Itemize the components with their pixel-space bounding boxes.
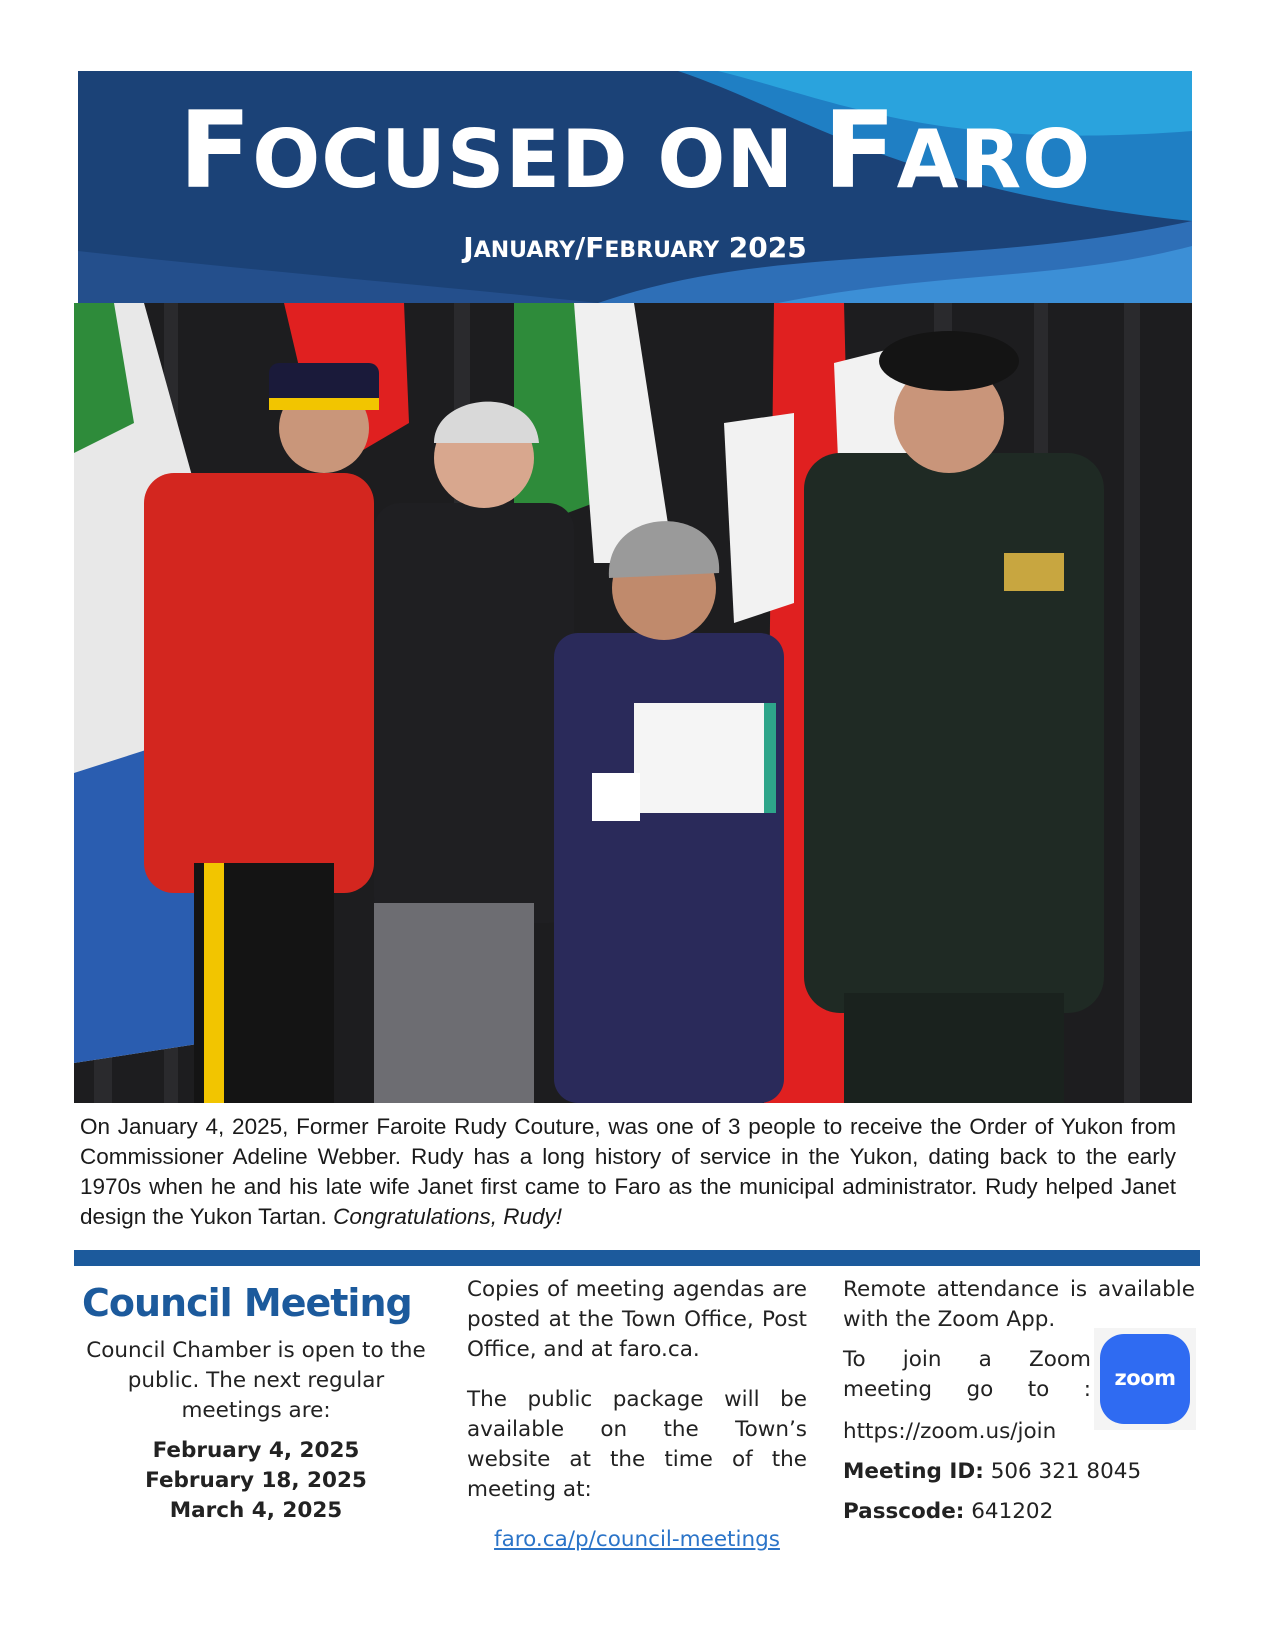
passcode — [843, 1497, 1195, 1527]
newsletter-issue-date: JANUARY/FEBRUARY 2025 — [463, 231, 807, 264]
meeting-date: February 18, 2025 — [145, 1468, 367, 1493]
meeting-id — [843, 1457, 1195, 1487]
zoom-join-text: To join a Zoom meeting go to : — [843, 1347, 1091, 1402]
redaction-box — [592, 773, 640, 821]
ceremony-scene — [74, 303, 1192, 1103]
award-ceremony-photo — [74, 303, 1192, 1103]
council-meeting-intro: Council Chamber is open to the public. The next regular meetings are: — [86, 1338, 426, 1423]
remote-attendance-text: Remote attendance is available with the Zoom App. — [843, 1277, 1195, 1332]
passcode-value: 641202 — [971, 1499, 1054, 1524]
agendas-section — [467, 1275, 807, 1555]
council-meetings-link[interactable]: faro.ca/p/council-meetings — [494, 1527, 780, 1552]
council-meeting-heading: Council Meeting — [82, 1281, 412, 1325]
newsletter-title: FOCUSED ON FARO — [178, 89, 1092, 212]
zoom-url[interactable]: https://zoom.us/join — [843, 1419, 1057, 1444]
agenda-copies-text: Copies of meeting agendas are posted at the Town Office, Post Office, and at faro.ca. — [467, 1277, 807, 1362]
meeting-date: February 4, 2025 — [152, 1438, 360, 1463]
meeting-id-value: 506 321 8045 — [990, 1459, 1142, 1484]
meeting-date: March 4, 2025 — [169, 1498, 343, 1523]
zoom-logo-icon — [1094, 1328, 1196, 1430]
public-package-text: The public package will be available on the Town’s website at the time of the meeting at: — [467, 1387, 807, 1502]
meeting-dates-list — [78, 1436, 434, 1526]
masthead-banner — [78, 71, 1192, 303]
section-divider — [74, 1250, 1200, 1266]
zoom-logo-text: zoom — [1114, 1366, 1176, 1390]
council-meeting-section — [78, 1278, 434, 1526]
meeting-id-label: Meeting ID: — [843, 1459, 984, 1484]
photo-caption: On January 4, 2025, Former Faroite Rudy Couture, was one of 3 people to receive the Order of Yukon from Commissioner Adeline Webber. Rudy has a long history of service in the Yukon, dating back to the early 1970s when he and his late wife Janet first came to Faro as the municipal administrator. Rudy helped Janet design the Yukon Tartan. Congratulations, Rudy! — [80, 1114, 1176, 1229]
passcode-label: Passcode: — [843, 1499, 965, 1524]
